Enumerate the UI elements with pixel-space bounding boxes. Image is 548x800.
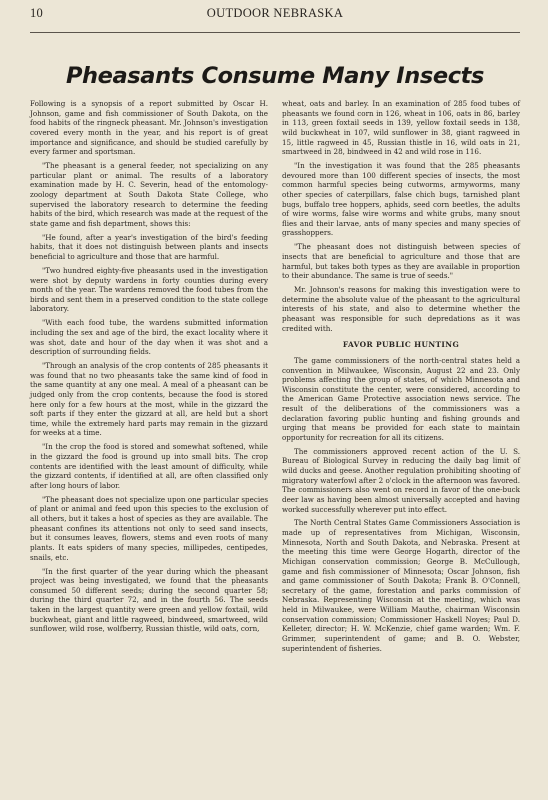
paragraph: The North Central States Game Commissioners Association is made up of representatives from Michigan, Wisconsin, Minnesota, North and South Dakota, and Nebraska. Present at the meeting this time were George Hogarth, director of the Michigan conservation commission; George B. McCullough, game and fish commissioner of Minnesota; Oscar Johnson, fish and game commissioner of South Dakota; Frank B. O'Connell, secretary of the game, forestation and parks commission of Nebraska. Representing Wisconsin at the meeting, which was held in Milwaukee, were William Mauthe, chairman Wisconsin conservation commission; Commissioner Haskell Noyes; Paul D. Kelleter, director; H. W. McKenzie, chief game warden; Wm. F. Grimmer, superintendent of game; and B. O. Webster, superintendent of fisheries. — [282, 518, 520, 653]
paragraph: "The pheasant does not distinguish between species of insects that are beneficial to agriculture and those that are harmful, but takes both types as they are available in proportion to their abundance. The same is true of seeds." — [282, 242, 520, 281]
section-heading: FAVOR PUBLIC HUNTING — [342, 340, 460, 350]
paragraph: Mr. Johnson's reasons for making this investigation were to determine the absolute value of the pheasant to the agricultural interests of his state, and also to determine whether the pheasant was responsible for such depredations as it was credited with. — [282, 285, 520, 333]
publication-name: OUTDOOR NEBRASKA — [206, 6, 344, 20]
article-title: Pheasants Consume Many Insects — [65, 63, 485, 89]
paragraph: "The pheasant is a general feeder, not specializing on any particular plant or animal. The results of a laboratory examination made by H. C. Severin, head of the entomology-zoology department at South Dakota State College, who supervised the laboratory research to determine the feeding habits of the bird, which research was made at the request of the state game and fish department, shows this: — [30, 161, 268, 228]
paragraph: The commissioners approved recent action of the U. S. Bureau of Biological Survey in reducing the daily bag limit of wild ducks and geese. Another regulation prohibiting shooting of migratory waterfowl after 2 o'clock in the afternoon was favored. The commissioners also went on record in favor of the one-buck deer law as having been almost universally accepted and having worked successfully wherever put into effect. — [282, 446, 520, 514]
paragraph: The game commissioners of the north-central states held a convention in Milwaukee, Wisconsin, August 22 and 23. Only problems affecting the group of states, of which Minnesota and Wisconsin constitute the center, were considered, according to the American Game Protective association news service. The result of the deliberations of the commissioners was a declaration favoring public hunting and fishing grounds and urging that means be provided for each state to maintain opportunity for recreation for all its citizens. — [282, 355, 520, 442]
running-header — [30, 0, 520, 33]
right-column — [282, 99, 520, 658]
paragraph: "In the crop the food is stored and somewhat softened, while in the gizzard the food is ground up into small bits. The crop contents are identified with the least amount of difficulty, while the gizzard contents, if identified at all, are often classified only after long hours of labor. — [30, 442, 268, 490]
paragraph: "In the investigation it was found that the 285 pheasants devoured more than 100 different species of insects, the most common harmful species being cutworms, armyworms, many other species of caterpillars, false chich bugs, tarnished plant bugs, buffalo tree hoppers, aphids, seed corn beetles, the adults of wire worms, false wire worms and white grubs, many snout flies and their larvae, ants of many species and many species of grasshoppers. — [282, 161, 520, 238]
paragraph: "Two hundred eighty-five pheasants used in the investigation were shot by deputy wardens in forty counties during every month of the year. The wardens removed the food tubes from the birds and sent them in a preserved condition to the state college laboratory. — [30, 265, 268, 314]
page-number: 10 — [30, 6, 44, 20]
article-body — [30, 99, 520, 658]
paragraph: "The pheasant does not specialize upon one particular species of plant or animal and feed upon this species to the exclusion of all others, but it takes a host of species as they are available. The pheasant confines its attentions not only to seed sand insects, but it consumes leaves, flowers, stems and even roots of many plants. It eats spiders of many species, millipedes, centipedes, snails, etc. — [30, 494, 268, 562]
paragraph: wheat, oats and barley. In an examination of 285 food tubes of pheasants we found corn in 126, wheat in 106, oats in 86, barley in 113, green foxtail seeds in 139, yellow foxtail seeds in 138, wild buckwheat in 107, wild sunflower in 38, giant ragweed in 15, little ragweed in 45, Russian thistle in 16, wild oats in 21, smartweed in 28, bindweed in 42 and wild rose in 116. — [282, 99, 520, 157]
paragraph: "With each food tube, the wardens submitted information including the sex and age of the bird, the exact locality where it was shot, date and hour of the day when it was shot and a description of surrounding fields. — [30, 318, 268, 357]
paragraph: "In the first quarter of the year during which the pheasant project was being investigated, we found that the pheasants consumed 50 different seeds; during the second quarter 58; during the third quarter 72, and in the fourth 56. The seeds taken in the largest quantity were green and yellow foxtail, wild buckwheat, giant and little ragweed, bindweed, smartweed, wild sunflower, wild rose, wolfberry, Russian thistle, wild oats, corn, — [30, 566, 268, 634]
paragraph: "He found, after a year's investigation of the bird's feeding habits, that it does not distinguish between plants and insects beneficial to agriculture and those that are harmful. — [30, 232, 268, 261]
left-column — [30, 99, 268, 658]
paragraph: "Through an analysis of the crop contents of 285 pheasants it was found that no two pheasants take the same kind of food in the same quantity at any one meal. A meal of a pheasant can be judged only from the crop contents, because the food is stored here only for a few hours at the most, while in the gizzard the soft parts if they enter the gizzard at all, are held but a short time, while the extremely hard parts may remain in the gizzard for weeks at a time. — [30, 361, 268, 438]
paragraph: Following is a synopsis of a report submitted by Oscar H. Johnson, game and fish commissioner of South Dakota, on the food habits of the ringneck pheasant. Mr. Johnson's investigation covered every month in the year, and his report is of great importance and significance, and should be studied carefully by every farmer and sportsman. — [30, 99, 268, 157]
